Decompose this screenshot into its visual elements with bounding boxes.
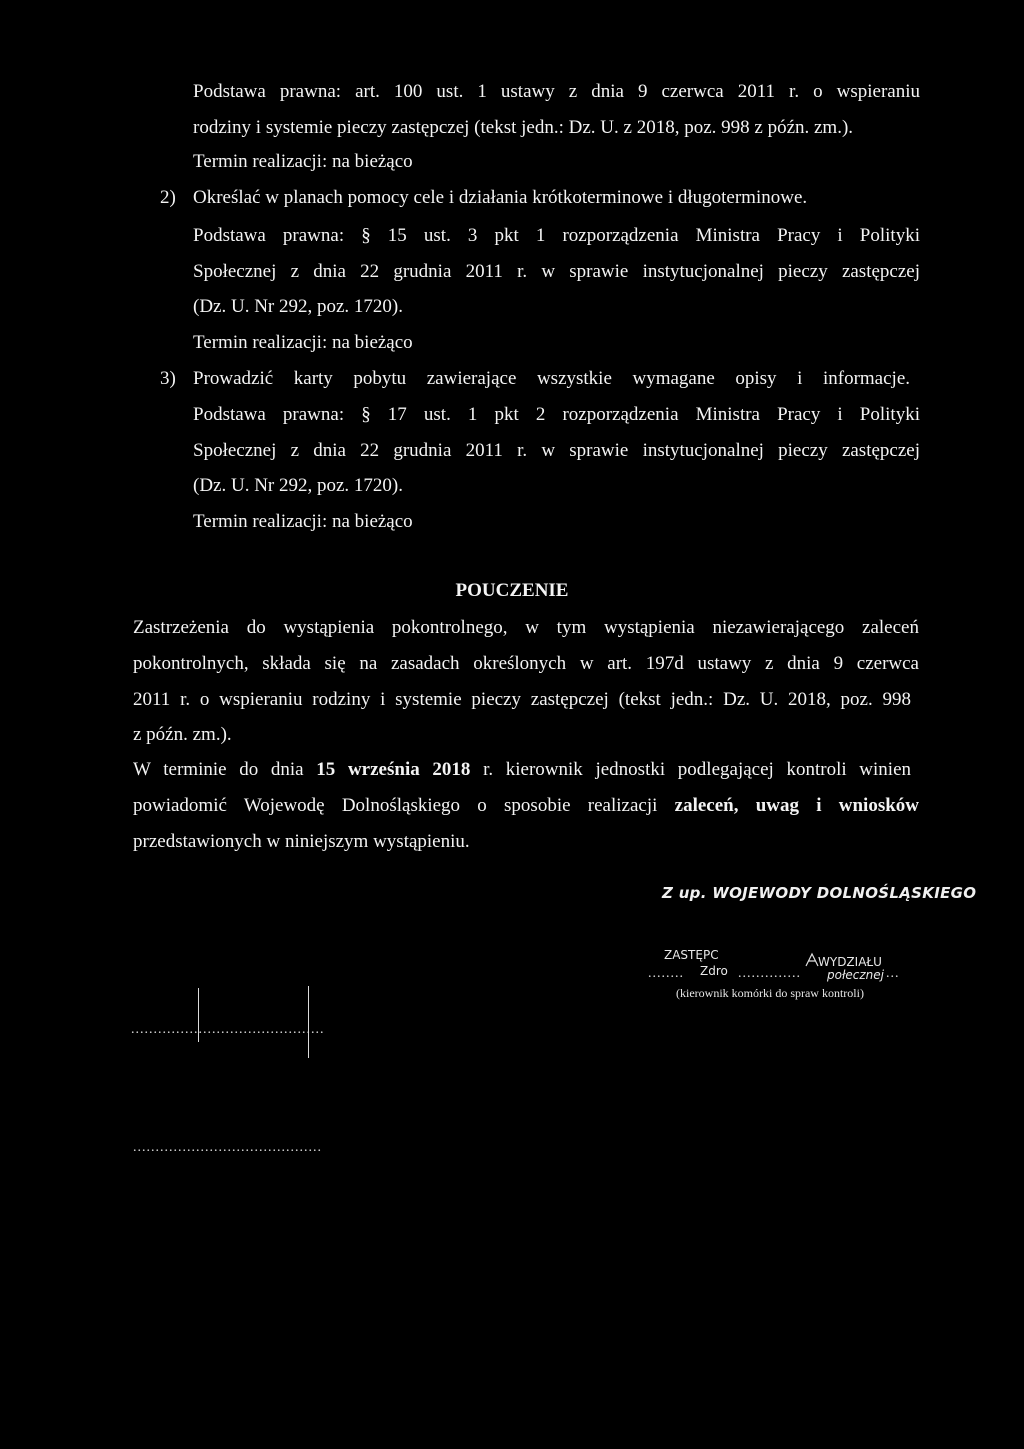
text-run: W terminie do dnia bbox=[133, 759, 304, 780]
stamp-header: Z up. WOJEWODY DOLNOŚLĄSKIEGO bbox=[662, 884, 977, 902]
stamp-text: Zdro bbox=[700, 964, 728, 978]
stamp-text bbox=[818, 955, 882, 969]
legal-basis-line-1: Podstawa prawna: art. 100 ust. 1 ustawy z dnia 9 czerwca 2011 r. o wspieraniu bbox=[193, 81, 920, 102]
paragraph-line bbox=[133, 794, 919, 818]
dotted-line: ... bbox=[886, 966, 900, 981]
signature-dotted-line: ........................................... bbox=[131, 1022, 325, 1037]
stamp-text: połecznej bbox=[827, 968, 885, 982]
deadline-date: 15 września 2018 bbox=[316, 759, 471, 780]
paragraph-line: Zastrzeżenia do wystąpienia pokontrolnego, w tym wystąpienia niezawierającego zaleceń bbox=[133, 617, 919, 638]
legal-basis-line-2: Społecznej z dnia 22 grudnia 2011 r. w sprawie instytucjonalnej pieczy zastępczej bbox=[193, 261, 920, 282]
item-text: Prowadzić karty pobytu zawierające wszystkie wymagane opisy i informacje. bbox=[193, 368, 910, 389]
legal-basis-line-2: rodziny i systemie pieczy zastępczej (tekst jedn.: Dz. U. z 2018, poz. 998 z późn. zm.). bbox=[193, 117, 854, 138]
legal-basis-line-1: Podstawa prawna: § 17 ust. 1 pkt 2 rozporządzenia Ministra Pracy i Polityki bbox=[193, 404, 920, 425]
deadline-text: Termin realizacji: na bieżąco bbox=[193, 511, 413, 532]
legal-basis-line-2: Społecznej z dnia 22 grudnia 2011 r. w sprawie instytucjonalnej pieczy zastępczej bbox=[193, 440, 920, 461]
stamp-text: ZASTĘPC bbox=[664, 948, 719, 962]
paragraph-line: pokontrolnych, składa się na zasadach określonych w art. 197d ustawy z dnia 9 czerwca bbox=[133, 653, 919, 674]
paragraph-line: 2011 r. o wspieraniu rodziny i systemie pieczy zastępczej (tekst jedn.: Dz. U. 2018, poz. 998 bbox=[133, 689, 911, 710]
stamp-text: WYDZIAŁU bbox=[818, 955, 882, 969]
paragraph-line: z późn. zm.). bbox=[133, 724, 232, 745]
emphasis-text: zaleceń, uwag i wniosków bbox=[674, 795, 920, 816]
section-title: POUCZENIE bbox=[455, 580, 569, 601]
signature-mark-icon bbox=[804, 952, 820, 968]
text-run: r. kierownik jednostki podlegającej kontroli winien bbox=[483, 759, 912, 780]
legal-basis-line-3: (Dz. U. Nr 292, poz. 1720). bbox=[193, 475, 404, 496]
dotted-line: ........ bbox=[648, 966, 684, 981]
bottom-dotted-line: .......................................... bbox=[133, 1140, 322, 1155]
deadline-text: Termin realizacji: na bieżąco bbox=[193, 151, 413, 172]
dotted-line: .............. bbox=[738, 966, 801, 981]
legal-basis-line-1: Podstawa prawna: § 15 ust. 3 pkt 1 rozporządzenia Ministra Pracy i Polityki bbox=[193, 225, 920, 246]
text-run: powiadomić Wojewodę Dolnośląskiego o sposobie realizacji bbox=[133, 795, 658, 816]
signature-caption: (kierownik komórki do spraw kontroli) bbox=[676, 986, 864, 1000]
legal-basis-line-3: (Dz. U. Nr 292, poz. 1720). bbox=[193, 296, 404, 317]
deadline-text: Termin realizacji: na bieżąco bbox=[193, 332, 413, 353]
item-text: Określać w planach pomocy cele i działania krótkoterminowe i długoterminowe. bbox=[193, 187, 808, 208]
paragraph-line: przedstawionych w niniejszym wystąpieniu. bbox=[133, 831, 470, 852]
paragraph-line bbox=[133, 758, 911, 782]
item-number: 3) bbox=[160, 368, 176, 389]
item-number: 2) bbox=[160, 187, 176, 208]
